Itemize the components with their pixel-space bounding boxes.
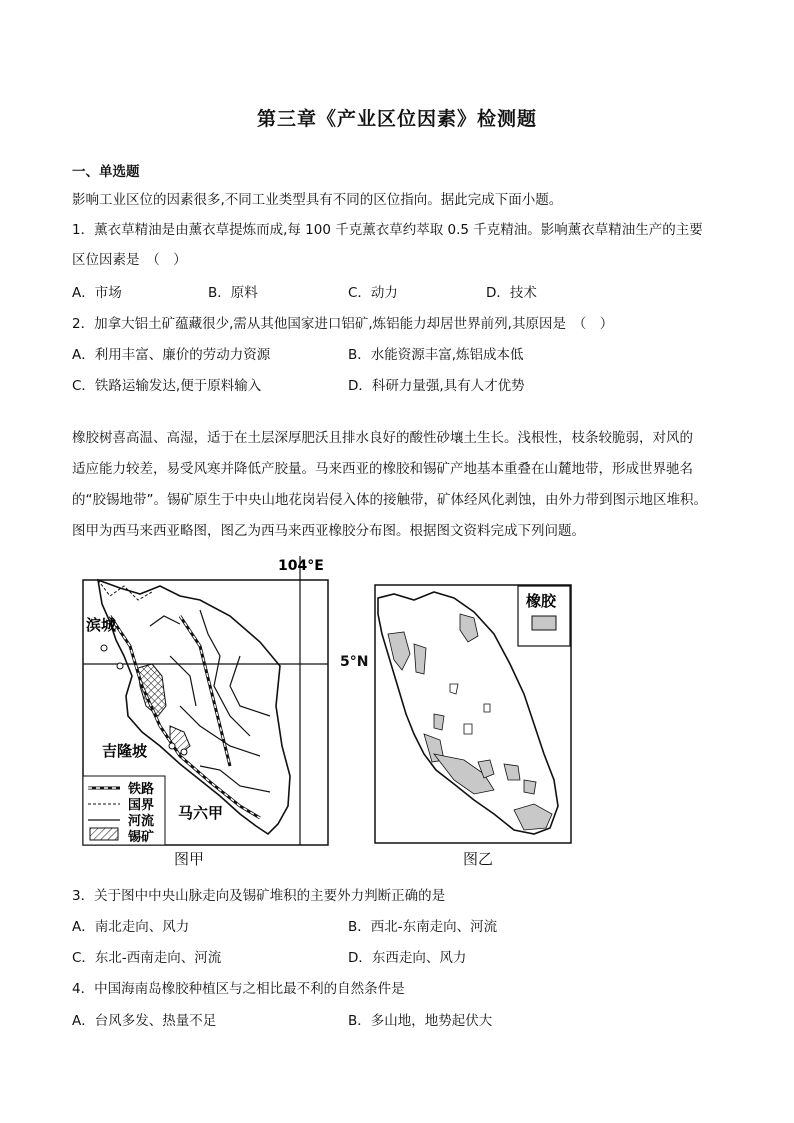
rubber-legend-title: 橡胶 xyxy=(526,592,557,610)
q2-stem: 2．加拿大铝土矿蕴藏很少,需从其他国家进口铝矿,炼铝能力却居世界前列,其原因是 （ ） xyxy=(72,316,614,332)
q4-stem: 4．中国海南岛橡胶种植区与之相比最不利的自然条件是 xyxy=(72,981,405,997)
q3-stem: 3．关于图中中央山脉走向及锡矿堆积的主要外力判断正确的是 xyxy=(72,888,446,904)
city-label-malacca: 马六甲 xyxy=(178,804,224,822)
q1-option-a: A．市场 xyxy=(72,285,122,301)
passage-line-1: 橡胶树喜高温、高湿，适于在土层深厚肥沃且排水良好的酸性砂壤土生长。浅根性，枝条较脆弱，对风的 xyxy=(72,430,693,446)
passage-line-3: 的“胶锡地带”。锡矿原生于中央山地花岗岩侵入体的接触带，矿体经风化剥蚀，由外力带到图示地区堆积。 xyxy=(72,492,707,508)
q3-option-a: A．南北走向、风力 xyxy=(72,919,190,935)
q2-option-b: B．水能资源丰富,炼铝成本低 xyxy=(348,347,524,363)
map-jia xyxy=(80,556,335,851)
q1-option-b: B．原料 xyxy=(208,285,258,301)
q2-option-d: D．科研力量强,具有人才优势 xyxy=(348,378,525,394)
legend-railway: 铁路 xyxy=(128,782,155,797)
passage-line-4: 图甲为西马来西亚略图，图乙为西马来西亚橡胶分布图。根据图文资料完成下列问题。 xyxy=(72,523,585,539)
section-heading: 一、单选题 xyxy=(72,164,140,180)
q1-stem-line1: 1．薰衣草精油是由薰衣草提炼而成,每 100 千克薰衣草约萃取 0.5 千克精油。影响薰衣草精油生产的主要 xyxy=(72,222,703,238)
q2-option-c: C．铁路运输发达,便于原料输入 xyxy=(72,378,262,394)
q3-option-b: B．西北-东南走向、河流 xyxy=(348,919,498,935)
intro-text: 影响工业区位的因素很多,不同工业类型具有不同的区位指向。据此完成下面小题。 xyxy=(72,192,563,208)
q4-option-b: B．多山地，地势起伏大 xyxy=(348,1013,493,1029)
q3-option-d: D．东西走向、风力 xyxy=(348,950,467,966)
passage-line-2: 适应能力较差，易受风寒并降低产胶量。马来西亚的橡胶和锡矿产地基本重叠在山麓地带，形成世界驰名 xyxy=(72,461,693,477)
lat-label-outside: 5°N xyxy=(340,654,369,670)
map-yi-caption: 图乙 xyxy=(463,850,494,868)
legend-tin: 锡矿 xyxy=(128,830,155,845)
q4-option-a: A．台风多发、热量不足 xyxy=(72,1013,217,1029)
q1-option-c: C．动力 xyxy=(348,285,398,301)
q1-stem-line2: 区位因素是 （ ） xyxy=(72,252,187,268)
q3-option-c: C．东北-西南走向、河流 xyxy=(72,950,222,966)
legend-river: 河流 xyxy=(128,814,155,829)
lon-label: 104°E xyxy=(278,558,324,574)
city-label-kualalumpur: 吉隆坡 xyxy=(102,742,148,760)
q1-option-d: D．技术 xyxy=(486,285,537,301)
map-yi xyxy=(374,584,574,846)
legend-border: 国界 xyxy=(128,798,155,813)
q2-option-a: A．利用丰富、廉价的劳动力资源 xyxy=(72,347,271,363)
map-jia-caption: 图甲 xyxy=(174,850,205,868)
city-label-binsheng: 滨城 xyxy=(86,616,117,634)
page-title: 第三章《产业区位因素》检测题 xyxy=(256,108,537,130)
